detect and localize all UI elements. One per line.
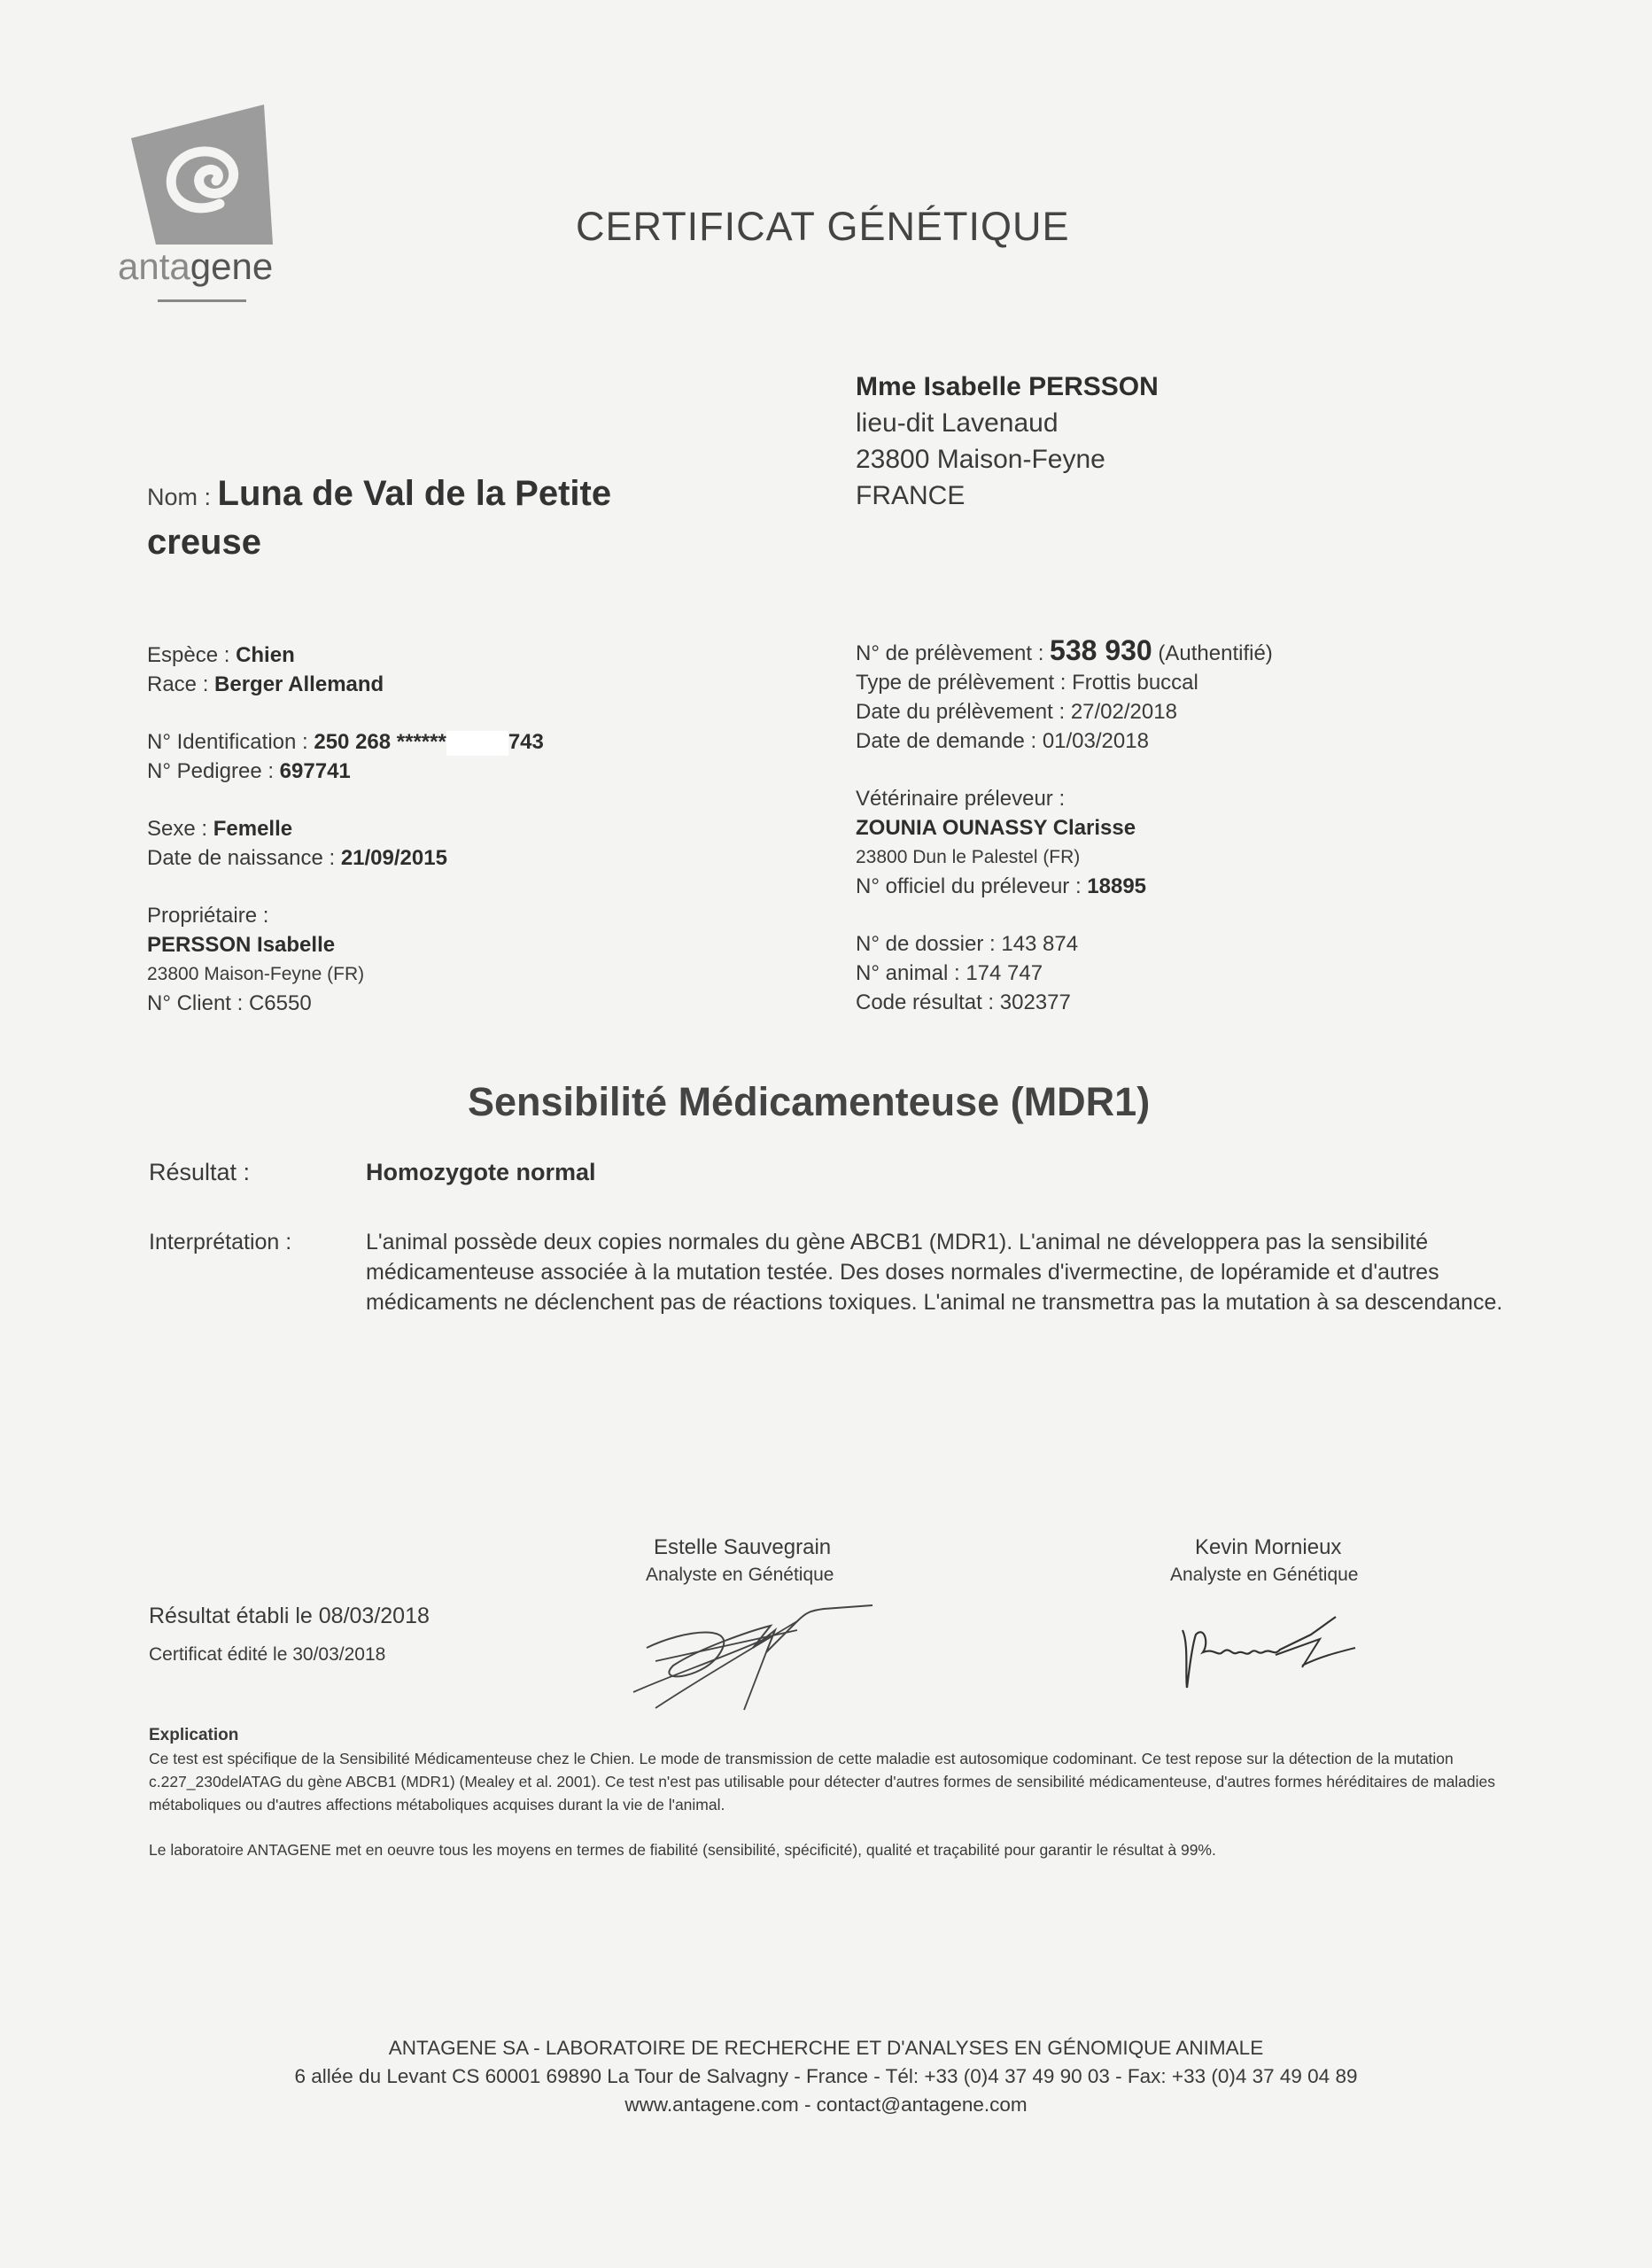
signatory-2-title: Analyste en Génétique (1170, 1565, 1359, 1585)
interpretation-label: Interprétation : (149, 1230, 292, 1254)
birth-date-value: 21/09/2015 (340, 846, 447, 870)
species-value: Chien (236, 643, 295, 667)
test-title: Sensibilité Médicamenteuse (MDR1) (468, 1079, 1151, 1124)
owner-city: 23800 Maison-Feyne (FR) (147, 964, 365, 984)
explanation-heading: Explication (149, 1726, 239, 1744)
owner-name: PERSSON Isabelle (147, 933, 336, 957)
sex-value: Femelle (213, 817, 293, 841)
antagene-logo-icon (131, 105, 273, 246)
signature-2-icon (1169, 1604, 1373, 1701)
footer-company: ANTAGENE SA - LABORATOIRE DE RECHERCHE ET D'ANALYSES EN GÉNOMIQUE ANIMALE (388, 2037, 1264, 2059)
recipient-line2: 23800 Maison-Feyne (856, 445, 1105, 474)
footer (0, 2034, 1652, 2119)
footer-address: 6 allée du Levant CS 60001 69890 La Tour de Salvagny - France - Tél: +33 (0)4 37 49 90 03 - Fax: +33 (0)4 37 49 04 89 (294, 2065, 1358, 2087)
vet-city: 23800 Dun le Palestel (FR) (856, 847, 1081, 867)
sample-number: 538 930 (1050, 634, 1152, 666)
sample-info: N° de prélèvement : 538 930 (Authentifié) Type de prélèvement : Frottis buccal Date du prélèvement : 27/02/2018 Date de demande : 01/03/2018 Vétérinaire préleveur : ZOUNIA OUNASSY Clarisse 23800 Dun le Palestel (FR) N° officiel du préleveur : 18895 N° de dossier : 143 874 N° animal : 174 747 Code résultat : 302377 (856, 634, 1273, 1014)
explanation-text: Ce test est spécifique de la Sensibilité Médicamenteuse chez le Chien. Le mode de transmission de cette maladie est autosomique codominant. Ce test repose sur la détection de la mutation c.227_230delATAG du gène ABCB1 (MDR1) (Mealey et al. 2001). Ce test n'est pas utilisable pour détecter d'autres formes de sensibilité médicamenteuse, d'autres formes héréditaires de maladies métaboliques ou d'autres affections métaboliques acquises durant la vie de l'animal. (149, 1750, 1496, 1814)
breed-value: Berger Allemand (214, 672, 384, 696)
client-number: C6550 (248, 991, 312, 1015)
pedigree-value: 697741 (279, 759, 351, 783)
signatory-2-name: Kevin Mornieux (1195, 1535, 1342, 1559)
result-value: Homozygote normal (366, 1159, 596, 1185)
vet-label: Vétérinaire préleveur : (856, 787, 1066, 811)
file-number: 143 874 (1001, 932, 1079, 956)
animal-name-value: Luna de Val de la Petite creuse (147, 474, 612, 562)
result-date: Résultat établi le 08/03/2018 (149, 1604, 430, 1628)
sample-type: Frottis buccal (1072, 671, 1198, 695)
request-date: 01/03/2018 (1042, 729, 1149, 753)
logo-underline (158, 299, 246, 302)
recipient-name: Mme Isabelle PERSSON (856, 372, 1159, 401)
signature-1-icon (620, 1595, 886, 1719)
interpretation-text: L'animal possède deux copies normales du gène ABCB1 (MDR1). L'animal ne développera pas la sensibilité médicamenteuse associée à la mutation testée. Des doses normales d'ivermectine, de lopéramide et d'autres médicaments ne déclenchent pas de réactions toxiques. L'animal ne transmettra pas la mutation à sa descendance. (366, 1230, 1503, 1315)
vet-name: ZOUNIA OUNASSY Clarisse (856, 816, 1136, 840)
document-title: CERTIFICAT GÉNÉTIQUE (576, 204, 1070, 249)
redaction-mask (446, 731, 508, 756)
result-code: 302377 (999, 990, 1071, 1014)
recipient-address (856, 369, 1159, 514)
logo-wordmark: antagene (118, 245, 274, 287)
result-label: Résultat : (149, 1159, 251, 1185)
sample-date: 27/02/2018 (1070, 700, 1177, 724)
footer-contact: www.antagene.com - contact@antagene.com (624, 2093, 1028, 2116)
animal-info: Espèce : Chien Race : Berger Allemand N° Identification : 250 268 ****** 743 N° Pedigree : 697741 Sexe : Femelle Date de naissance : 21/09/2015 Propriétaire : PERSSON Isabelle 23800 Maison-Feyne (FR) N° Client : C6550 (147, 643, 544, 1015)
identification-value: 250 268 ****** (314, 730, 446, 754)
animal-number: 174 747 (966, 961, 1043, 985)
certificate-date: Certificat édité le 30/03/2018 (149, 1644, 386, 1665)
signatory-1-name: Estelle Sauvegrain (654, 1535, 832, 1559)
animal-name: Nom : Luna de Val de la Petite creuse (147, 474, 612, 562)
owner-label: Propriétaire : (147, 904, 269, 928)
recipient-country: FRANCE (856, 481, 966, 510)
vet-official-number: 18895 (1087, 874, 1147, 898)
signatory-1-title: Analyste en Génétique (646, 1565, 834, 1585)
recipient-line1: lieu-dit Lavenaud (856, 408, 1059, 438)
lab-reliability-note: Le laboratoire ANTAGENE met en oeuvre tous les moyens en termes de fiabilité (sensibilité, spécificité), qualité et traçabilité pour garantir le résultat à 99%. (149, 1841, 1216, 1859)
